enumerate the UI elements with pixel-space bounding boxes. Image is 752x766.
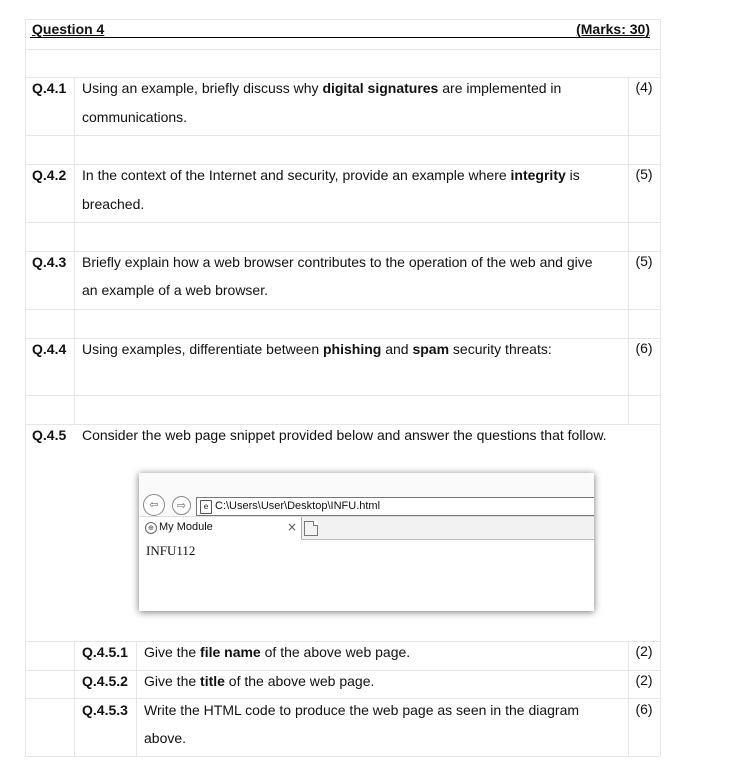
close-icon[interactable]: × (287, 520, 298, 534)
page-content-text: INFU112 (146, 543, 196, 558)
new-tab-icon[interactable] (304, 521, 318, 536)
forward-arrow-icon[interactable]: ⇨ (172, 496, 191, 515)
browser-tab-strip (139, 516, 594, 539)
globe-icon: ⊕ (145, 522, 157, 534)
question-text: In the context of the Internet and security, provide an example where integrity is (82, 167, 580, 183)
subquestion-marks: (2) (635, 643, 653, 659)
subquestion-text: Write the HTML code to produce the web page as seen in the diagram (144, 702, 580, 718)
subquestion-number: Q.4.5.2 (82, 673, 128, 689)
question-text: Using an example, briefly discuss why digital signatures are implemented in (82, 80, 562, 96)
question-text-continued: an example of a web browser. (82, 282, 268, 298)
browser-address-row (139, 473, 594, 515)
subquestion-text: Give the title of the above web page. (144, 673, 375, 689)
tab-strip-background (302, 517, 594, 540)
page-icon: e (200, 500, 212, 514)
browser-tab[interactable] (139, 517, 302, 540)
question-number: Q.4.1 (32, 80, 67, 96)
question-text: Consider the web page snippet provided below and answer the questions that follow. (82, 427, 607, 443)
question-number: Q.4.2 (32, 167, 67, 183)
browser-screenshot (139, 473, 594, 611)
question-marks: (4) (635, 79, 653, 95)
question-text-continued: breached. (82, 196, 145, 212)
question-marks: (5) (635, 253, 653, 269)
subquestion-text: Give the file name of the above web page. (144, 644, 411, 660)
question-marks: (5) (635, 166, 653, 182)
question-text: Briefly explain how a web browser contributes to the operation of the web and give (82, 254, 593, 270)
question-number: Q.4.4 (32, 341, 67, 357)
subquestion-number: Q.4.5.1 (82, 644, 128, 660)
subquestion-number: Q.4.5.3 (82, 702, 128, 718)
question-heading: Question 4 (32, 21, 105, 37)
tab-title: My Module (159, 521, 213, 533)
question-number: Q.4.5 (32, 427, 67, 443)
question-text-continued: communications. (82, 109, 188, 125)
address-bar[interactable] (196, 497, 594, 516)
question-number: Q.4.3 (32, 254, 67, 270)
heading-underline (30, 37, 650, 38)
subquestion-marks: (6) (635, 701, 653, 717)
question-marks: (6) (635, 340, 653, 356)
subquestion-marks: (2) (635, 672, 653, 688)
question-text: Using examples, differentiate between phishing and spam security threats: (82, 341, 552, 357)
address-text: C:\Users\User\Desktop\INFU.html (215, 500, 381, 512)
subquestion-text-continued: above. (144, 730, 187, 746)
back-arrow-icon[interactable]: ⇦ (143, 494, 165, 516)
question-marks: (Marks: 30) (576, 21, 650, 37)
